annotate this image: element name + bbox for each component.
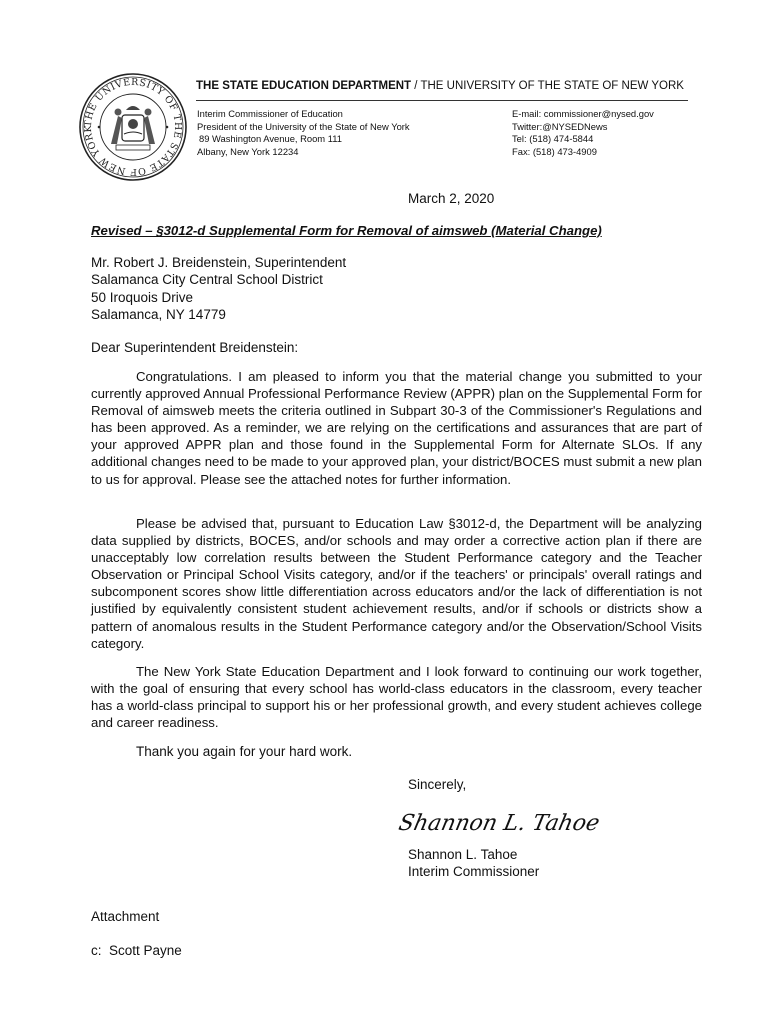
signer-name: Shannon L. Tahoe xyxy=(408,847,518,862)
signer-block xyxy=(408,846,539,881)
office-line: 89 Washington Avenue, Room 111 xyxy=(199,133,342,145)
thanks-line: Thank you again for your hard work. xyxy=(136,744,353,759)
cc-line: c: Scott Payne xyxy=(91,943,182,958)
letter-date: March 2, 2020 xyxy=(408,191,495,206)
department-name: THE STATE EDUCATION DEPARTMENT xyxy=(196,80,412,92)
contact-block xyxy=(512,108,654,158)
recipient-line: Salamanca, NY 14779 xyxy=(91,306,226,322)
recipient-address xyxy=(91,254,346,323)
attachment-note: Attachment xyxy=(91,909,160,924)
signature-text: Shannon L. Tahoe xyxy=(396,810,602,836)
body-paragraph: Please be advised that, pursuant to Education Law §3012-d, the Department will be analyzing data supplied by districts, BOCES, and/or schools and may order a corrective action plan if there are unacceptably low correlation results between the Student Performance category and the Teacher Observation or Principal School Visits category, and/or if the teachers' or principals' overall ratings and subcomponent scores show little differentiation across educators and/or the lack of differentiation is not justified by equivalently consistent student achievement results, and/or if schools or districts show a pattern of anomalous results in the Student Performance category and/or the Observation/School Visits category. xyxy=(91,516,702,651)
handwritten-signature xyxy=(396,800,602,840)
closing: Sincerely, xyxy=(408,777,467,792)
body-paragraph: Congratulations. I am pleased to inform you that the material change you submitted to your currently approved Annual Professional Performance Review (APPR) plan on the Supplemental Form for Removal of aimsweb meets the criteria outlined in Subpart 30-3 of the Commissioner's Regulations and has been approved. As a reminder, we are relying on the certifications and assurances that are part of your approved APPR plan and those found in the Supplemental Form for Alternate SLOs. If any additional changes need to be made to your approved plan, your district/BOCES must submit a new plan to us for approval. Please see the attached notes for further information. xyxy=(91,369,702,487)
contact-email: E-mail: commissioner@nysed.gov xyxy=(512,108,654,119)
signer-title: Interim Commissioner xyxy=(408,864,540,880)
salutation: Dear Superintendent Breidenstein: xyxy=(91,340,299,355)
university-name: / THE UNIVERSITY OF THE STATE OF NEW YORK xyxy=(411,80,684,92)
seal-ring-text: THE UNIVERSITY OF THE STATE OF NEW YORK xyxy=(82,76,184,178)
office-address-block xyxy=(197,108,410,158)
recipient-line: Mr. Robert J. Breidenstein, Superintendent xyxy=(91,255,347,270)
header-divider xyxy=(196,100,688,101)
body-paragraph: The New York State Education Department and I look forward to continuing our work together, with the goal of ensuring that every school has world-class educators in the classroom, every teacher has a world-class principal to support his or her professional growth, and every student achieves college and career readiness. xyxy=(91,664,702,731)
state-seal xyxy=(78,72,188,182)
contact-twitter: Twitter:@NYSEDNews xyxy=(512,120,608,132)
recipient-line: 50 Iroquois Drive xyxy=(91,289,194,305)
letter-subject: Revised – §3012-d Supplemental Form for Removal of aimsweb (Material Change) xyxy=(91,223,602,238)
office-line: Albany, New York 12234 xyxy=(197,145,299,157)
contact-tel: Tel: (518) 474-5844 xyxy=(512,133,594,145)
contact-fax: Fax: (518) 473-4909 xyxy=(512,145,597,157)
recipient-line: Salamanca City Central School District xyxy=(91,272,323,288)
department-title xyxy=(196,80,684,92)
office-line: President of the University of the State of New York xyxy=(197,120,410,132)
office-line: Interim Commissioner of Education xyxy=(197,108,343,119)
